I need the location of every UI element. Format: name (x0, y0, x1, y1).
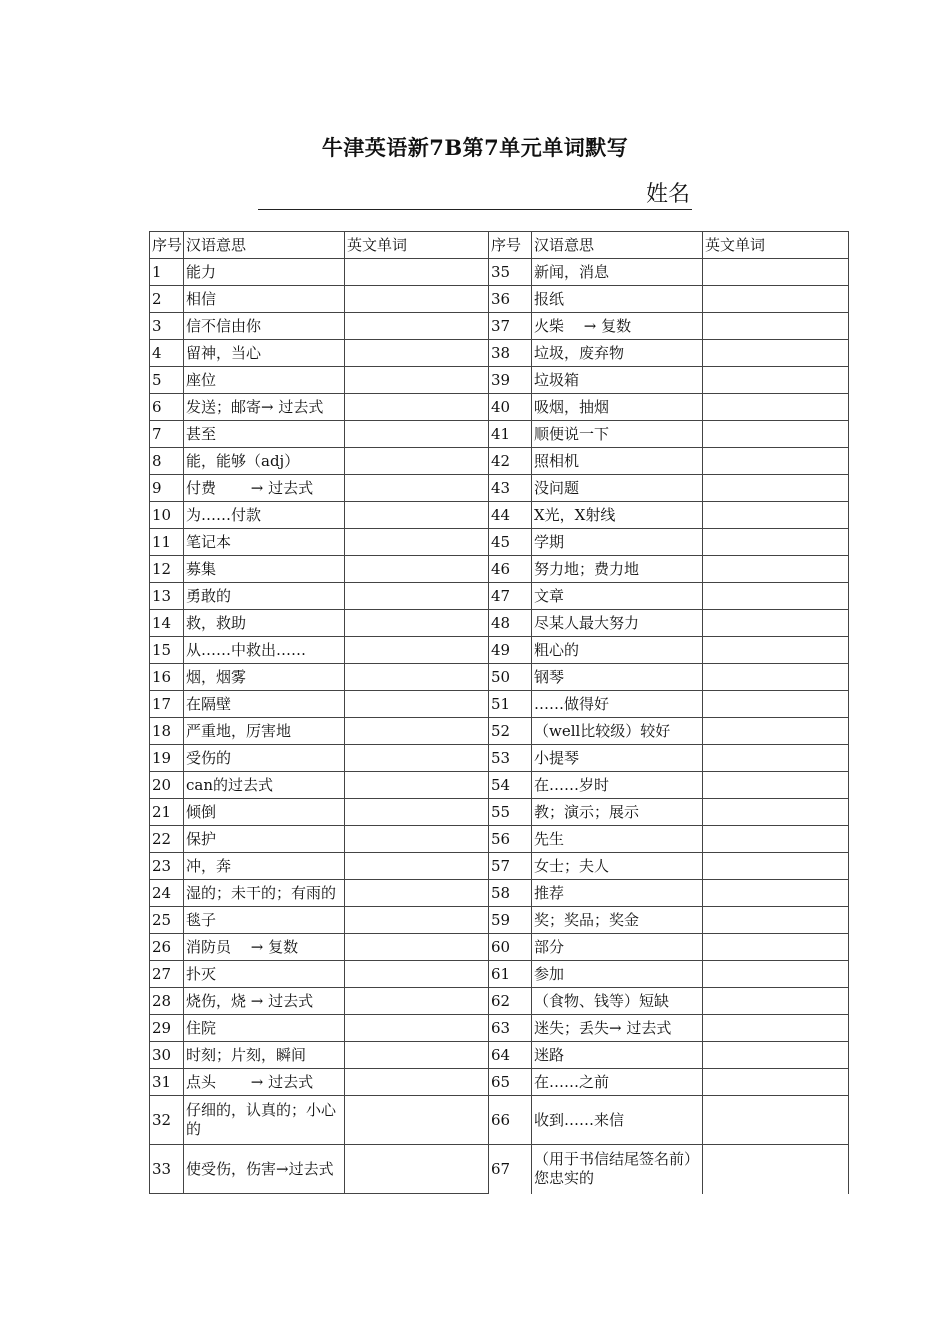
right-answer-cell[interactable] (703, 421, 849, 448)
right-answer-cell[interactable] (703, 367, 849, 394)
left-num-cell: 32 (150, 1096, 184, 1145)
left-num-cell: 20 (150, 772, 184, 799)
right-cn-cell: 先生 (532, 826, 703, 853)
left-answer-cell[interactable] (345, 826, 489, 853)
left-num-cell: 24 (150, 880, 184, 907)
left-answer-cell[interactable] (345, 502, 489, 529)
left-cn-cell: 甚至 (184, 421, 345, 448)
left-cn-cell: 从……中救出…… (184, 637, 345, 664)
right-num-cell: 62 (489, 988, 532, 1015)
right-cn-cell: 小提琴 (532, 745, 703, 772)
table-row (150, 934, 849, 961)
right-answer-cell[interactable] (703, 529, 849, 556)
table-row (150, 529, 849, 556)
right-cn-cell: 顺便说一下 (532, 421, 703, 448)
right-cn-cell: 收到……来信 (532, 1096, 703, 1145)
right-answer-cell[interactable] (703, 745, 849, 772)
left-num-cell: 3 (150, 313, 184, 340)
right-answer-cell[interactable] (703, 556, 849, 583)
right-cn-cell: 照相机 (532, 448, 703, 475)
left-num-cell: 12 (150, 556, 184, 583)
right-answer-cell[interactable] (703, 259, 849, 286)
left-num-cell: 19 (150, 745, 184, 772)
right-answer-cell[interactable] (703, 1096, 849, 1145)
right-num-cell: 44 (489, 502, 532, 529)
left-answer-cell[interactable] (345, 475, 489, 502)
left-num-cell: 33 (150, 1145, 184, 1194)
left-cn-cell: 时刻；片刻，瞬间 (184, 1042, 345, 1069)
right-answer-cell[interactable] (703, 1015, 849, 1042)
right-num-cell: 39 (489, 367, 532, 394)
table-row (150, 313, 849, 340)
left-num-cell: 15 (150, 637, 184, 664)
right-answer-cell[interactable] (703, 394, 849, 421)
left-answer-cell[interactable] (345, 988, 489, 1015)
left-cn-cell: 信不信由你 (184, 313, 345, 340)
left-num-cell: 28 (150, 988, 184, 1015)
left-num-cell: 23 (150, 853, 184, 880)
left-num-cell: 22 (150, 826, 184, 853)
table-row (150, 1145, 849, 1194)
right-cn-cell: 文章 (532, 583, 703, 610)
right-cn-cell: 报纸 (532, 286, 703, 313)
right-cn-cell: 没问题 (532, 475, 703, 502)
table-row (150, 826, 849, 853)
left-cn-cell: 扑灭 (184, 961, 345, 988)
left-num-cell: 5 (150, 367, 184, 394)
left-answer-cell[interactable] (345, 1042, 489, 1069)
right-cn-cell: 奖；奖品；奖金 (532, 907, 703, 934)
right-num-cell: 57 (489, 853, 532, 880)
left-num-cell: 8 (150, 448, 184, 475)
right-num-cell: 66 (489, 1096, 532, 1145)
left-cn-cell: 笔记本 (184, 529, 345, 556)
right-answer-cell[interactable] (703, 637, 849, 664)
left-cn-cell: 相信 (184, 286, 345, 313)
right-cn-cell: 火柴 → 复数 (532, 313, 703, 340)
left-answer-cell[interactable] (345, 691, 489, 718)
right-num-cell: 53 (489, 745, 532, 772)
right-num-cell: 55 (489, 799, 532, 826)
right-num-cell: 67 (489, 1145, 532, 1194)
right-cn-cell: 钢琴 (532, 664, 703, 691)
left-answer-cell[interactable] (345, 556, 489, 583)
right-answer-cell[interactable] (703, 961, 849, 988)
header-num-left: 序号 (150, 232, 184, 259)
table-row (150, 556, 849, 583)
right-num-cell: 52 (489, 718, 532, 745)
table-row (150, 394, 849, 421)
left-cn-cell: can的过去式 (184, 772, 345, 799)
left-answer-cell[interactable] (345, 799, 489, 826)
right-num-cell: 41 (489, 421, 532, 448)
right-cn-cell: 推荐 (532, 880, 703, 907)
table-row (150, 475, 849, 502)
right-cn-cell: 部分 (532, 934, 703, 961)
left-answer-cell[interactable] (345, 313, 489, 340)
header-num-right: 序号 (489, 232, 532, 259)
right-num-cell: 58 (489, 880, 532, 907)
right-num-cell: 45 (489, 529, 532, 556)
table-row (150, 1015, 849, 1042)
left-cn-cell: 受伤的 (184, 745, 345, 772)
right-answer-cell[interactable] (703, 448, 849, 475)
left-cn-cell: 毯子 (184, 907, 345, 934)
page-title: 牛津英语新7B第7单元单词默写 (321, 135, 629, 160)
right-num-cell: 61 (489, 961, 532, 988)
left-cn-cell: 为……付款 (184, 502, 345, 529)
right-cn-cell: 在……之前 (532, 1069, 703, 1096)
right-answer-cell[interactable] (703, 610, 849, 637)
table-row (150, 880, 849, 907)
left-num-cell: 11 (150, 529, 184, 556)
left-num-cell: 26 (150, 934, 184, 961)
left-num-cell: 9 (150, 475, 184, 502)
right-cn-cell: 努力地；费力地 (532, 556, 703, 583)
right-cn-cell: 吸烟，抽烟 (532, 394, 703, 421)
table-row (150, 286, 849, 313)
right-cn-cell: 粗心的 (532, 637, 703, 664)
left-num-cell: 16 (150, 664, 184, 691)
right-num-cell: 36 (489, 286, 532, 313)
left-answer-cell[interactable] (345, 745, 489, 772)
left-answer-cell[interactable] (345, 637, 489, 664)
left-answer-cell[interactable] (345, 853, 489, 880)
left-answer-cell[interactable] (345, 1145, 489, 1194)
left-cn-cell: 仔细的，认真的；小心的 (184, 1096, 345, 1145)
right-num-cell: 51 (489, 691, 532, 718)
table-row (150, 637, 849, 664)
right-answer-cell[interactable] (703, 799, 849, 826)
left-answer-cell[interactable] (345, 259, 489, 286)
left-answer-cell[interactable] (345, 394, 489, 421)
right-num-cell: 60 (489, 934, 532, 961)
left-cn-cell: 住院 (184, 1015, 345, 1042)
table-row (150, 772, 849, 799)
right-cn-cell: （well比较级）较好 (532, 718, 703, 745)
left-answer-cell[interactable] (345, 1069, 489, 1096)
table-row (150, 367, 849, 394)
table-row (150, 718, 849, 745)
right-cn-cell: 尽某人最大努力 (532, 610, 703, 637)
right-answer-cell[interactable] (703, 1069, 849, 1096)
right-answer-cell[interactable] (703, 772, 849, 799)
table-row (150, 259, 849, 286)
table-row (150, 961, 849, 988)
left-answer-cell[interactable] (345, 961, 489, 988)
left-num-cell: 10 (150, 502, 184, 529)
left-cn-cell: 救，救助 (184, 610, 345, 637)
header-cn-left: 汉语意思 (184, 232, 345, 259)
right-num-cell: 56 (489, 826, 532, 853)
right-cn-cell: 迷失；丢失→ 过去式 (532, 1015, 703, 1042)
left-num-cell: 14 (150, 610, 184, 637)
left-cn-cell: 在隔壁 (184, 691, 345, 718)
right-answer-cell[interactable] (703, 475, 849, 502)
table-row (150, 448, 849, 475)
left-num-cell: 4 (150, 340, 184, 367)
name-label: 姓名 (645, 182, 690, 207)
left-cn-cell: 使受伤，伤害→过去式 (184, 1145, 345, 1194)
table-header-row (150, 232, 849, 259)
left-answer-cell[interactable] (345, 286, 489, 313)
name-field[interactable] (258, 178, 692, 212)
right-num-cell: 59 (489, 907, 532, 934)
right-answer-cell[interactable] (703, 907, 849, 934)
right-answer-cell[interactable] (703, 826, 849, 853)
left-cn-cell: 能力 (184, 259, 345, 286)
left-cn-cell: 严重地，厉害地 (184, 718, 345, 745)
table-row (150, 799, 849, 826)
right-answer-cell[interactable] (703, 286, 849, 313)
header-en-left: 英文单词 (345, 232, 489, 259)
right-cn-cell: X光，X射线 (532, 502, 703, 529)
left-cn-cell: 发送；邮寄→ 过去式 (184, 394, 345, 421)
left-cn-cell: 座位 (184, 367, 345, 394)
left-num-cell: 31 (150, 1069, 184, 1096)
left-num-cell: 2 (150, 286, 184, 313)
right-answer-cell[interactable] (703, 718, 849, 745)
table-row (150, 664, 849, 691)
right-num-cell: 48 (489, 610, 532, 637)
right-cn-cell: 教；演示；展示 (532, 799, 703, 826)
right-cn-cell: 女士；夫人 (532, 853, 703, 880)
right-cn-cell: 迷路 (532, 1042, 703, 1069)
table-row (150, 691, 849, 718)
left-answer-cell[interactable] (345, 610, 489, 637)
right-cn-cell: 新闻，消息 (532, 259, 703, 286)
left-cn-cell: 消防员 → 复数 (184, 934, 345, 961)
table-row (150, 1096, 849, 1145)
left-answer-cell[interactable] (345, 421, 489, 448)
table-row (150, 988, 849, 1015)
right-answer-cell[interactable] (703, 664, 849, 691)
left-num-cell: 7 (150, 421, 184, 448)
right-cn-cell: 垃圾，废弃物 (532, 340, 703, 367)
right-num-cell: 42 (489, 448, 532, 475)
right-answer-cell[interactable] (703, 340, 849, 367)
left-answer-cell[interactable] (345, 718, 489, 745)
right-num-cell: 47 (489, 583, 532, 610)
right-num-cell: 50 (489, 664, 532, 691)
left-answer-cell[interactable] (345, 880, 489, 907)
left-cn-cell: 付费 → 过去式 (184, 475, 345, 502)
right-cn-cell: ……做得好 (532, 691, 703, 718)
right-num-cell: 54 (489, 772, 532, 799)
right-answer-cell[interactable] (703, 934, 849, 961)
left-cn-cell: 勇敢的 (184, 583, 345, 610)
left-cn-cell: 冲，奔 (184, 853, 345, 880)
right-num-cell: 65 (489, 1069, 532, 1096)
left-answer-cell[interactable] (345, 448, 489, 475)
left-answer-cell[interactable] (345, 529, 489, 556)
left-answer-cell[interactable] (345, 583, 489, 610)
left-cn-cell: 倾倒 (184, 799, 345, 826)
right-answer-cell[interactable] (703, 583, 849, 610)
right-num-cell: 38 (489, 340, 532, 367)
right-cn-cell: （用于书信结尾签名前）您忠实的 (532, 1145, 703, 1194)
left-num-cell: 6 (150, 394, 184, 421)
left-num-cell: 27 (150, 961, 184, 988)
table-row (150, 340, 849, 367)
left-answer-cell[interactable] (345, 934, 489, 961)
right-num-cell: 37 (489, 313, 532, 340)
left-cn-cell: 点头 → 过去式 (184, 1069, 345, 1096)
table-row (150, 745, 849, 772)
vocabulary-table (149, 231, 849, 1194)
right-answer-cell[interactable] (703, 988, 849, 1015)
right-cn-cell: （食物、钱等）短缺 (532, 988, 703, 1015)
right-num-cell: 46 (489, 556, 532, 583)
right-answer-cell[interactable] (703, 502, 849, 529)
left-num-cell: 1 (150, 259, 184, 286)
right-num-cell: 49 (489, 637, 532, 664)
left-num-cell: 25 (150, 907, 184, 934)
right-cn-cell: 学期 (532, 529, 703, 556)
left-cn-cell: 留神，当心 (184, 340, 345, 367)
left-answer-cell[interactable] (345, 664, 489, 691)
left-cn-cell: 能，能够（adj） (184, 448, 345, 475)
left-num-cell: 17 (150, 691, 184, 718)
table-row (150, 1069, 849, 1096)
right-answer-cell[interactable] (703, 1145, 849, 1194)
name-underline (258, 209, 692, 210)
right-answer-cell[interactable] (703, 853, 849, 880)
left-cn-cell: 募集 (184, 556, 345, 583)
left-answer-cell[interactable] (345, 1096, 489, 1145)
header-cn-right: 汉语意思 (532, 232, 703, 259)
left-answer-cell[interactable] (345, 772, 489, 799)
right-answer-cell[interactable] (703, 880, 849, 907)
left-cn-cell: 湿的；未干的；有雨的 (184, 880, 345, 907)
right-num-cell: 63 (489, 1015, 532, 1042)
left-cn-cell: 保护 (184, 826, 345, 853)
left-num-cell: 30 (150, 1042, 184, 1069)
left-num-cell: 29 (150, 1015, 184, 1042)
left-num-cell: 13 (150, 583, 184, 610)
left-cn-cell: 烟，烟雾 (184, 664, 345, 691)
right-cn-cell: 垃圾箱 (532, 367, 703, 394)
right-answer-cell[interactable] (703, 691, 849, 718)
right-cn-cell: 参加 (532, 961, 703, 988)
table-row (150, 610, 849, 637)
right-num-cell: 43 (489, 475, 532, 502)
right-num-cell: 64 (489, 1042, 532, 1069)
left-answer-cell[interactable] (345, 340, 489, 367)
left-cn-cell: 烧伤，烧 → 过去式 (184, 988, 345, 1015)
table-row (150, 583, 849, 610)
table-row (150, 1042, 849, 1069)
table-row (150, 502, 849, 529)
right-num-cell: 40 (489, 394, 532, 421)
table-row (150, 907, 849, 934)
left-num-cell: 18 (150, 718, 184, 745)
table-row (150, 853, 849, 880)
right-num-cell: 35 (489, 259, 532, 286)
left-answer-cell[interactable] (345, 367, 489, 394)
header-en-right: 英文单词 (703, 232, 849, 259)
left-answer-cell[interactable] (345, 1015, 489, 1042)
right-answer-cell[interactable] (703, 313, 849, 340)
right-answer-cell[interactable] (703, 1042, 849, 1069)
left-answer-cell[interactable] (345, 907, 489, 934)
table-row (150, 421, 849, 448)
right-cn-cell: 在……岁时 (532, 772, 703, 799)
left-num-cell: 21 (150, 799, 184, 826)
